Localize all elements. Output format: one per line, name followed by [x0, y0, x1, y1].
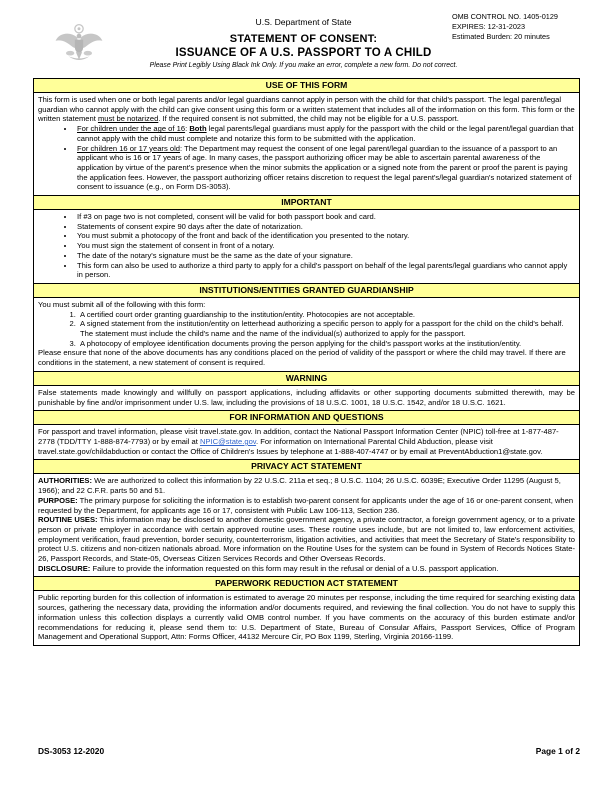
section-body-information [33, 424, 580, 460]
omb-expiration: EXPIRES: 12-31-2023 [452, 22, 526, 31]
agency-name: U.S. Department of State [255, 17, 352, 27]
warning-text: False statements made knowingly and willfully on passport applications, including affidavits or other supporting documents submitted therewith, may be punishable by fine and/or imprisonment under U.S. law, including the provisions of 18 U.S.C. 1001, 18 U.S.C. 1542, and/or 18 U.S.C. 1621. [38, 387, 575, 407]
section-body-warning [33, 385, 580, 411]
privacy-purpose: PURPOSE: The primary purpose for soliciting the information is to establish two-parent consent for applicants under the age of 16 or one-parent consent, when requested by the Department, for applicants age 16 or 17, consistent with Public Law 106-113, Section 236. [38, 495, 574, 515]
omb-control-number: OMB CONTROL NO. 1405-0129 [452, 12, 558, 21]
section-header-important: IMPORTANT [33, 195, 580, 210]
form-sections [33, 78, 580, 646]
section-body-institutions [33, 297, 580, 372]
form-number: DS-3053 12-2020 [38, 746, 105, 756]
list-item: • For children under the age of 16: Both legal parents/legal guardians must apply for the passport with the child or the legal parent/legal guardian that cannot apply with the child must complete and notarize this form to be submitted with the application. [75, 124, 575, 143]
important-bullet-list [38, 212, 575, 280]
section-header-institutions: INSTITUTIONS/ENTITIES GRANTED GUARDIANSHIP [33, 283, 580, 298]
list-item: 2. A signed statement from the institution/entity on letterhead authorizing a specific person to apply for a passport for the child on the child's behalf. The statement must include the child's name and the name of the individual(s) authorized to apply for the passport. [78, 319, 575, 338]
section-header-paperwork: PAPERWORK REDUCTION ACT STATEMENT [33, 576, 580, 591]
section-header-information: FOR INFORMATION AND QUESTIONS [33, 410, 580, 425]
institutions-numbered-list [38, 310, 575, 349]
section-warning [33, 371, 580, 411]
section-body-privacy-act [33, 473, 580, 577]
print-instruction-note: Please Print Legibly Using Black Ink Only. If you make an error, complete a new form. Do not correct. [149, 62, 458, 69]
list-item: • The date of the notary's signature must be the same as the date of your signature. [75, 251, 575, 261]
list-item: • You must submit a photocopy of the front and back of the identification you presented to the notary. [75, 231, 575, 241]
section-paperwork-reduction [33, 576, 580, 646]
page-number: Page 1 of 2 [535, 746, 580, 756]
section-header-warning: WARNING [33, 371, 580, 386]
list-item: • You must sign the statement of consent in front of a notary. [75, 241, 575, 251]
form-title-line1: STATEMENT OF CONSENT: [229, 33, 378, 45]
npic-email-link[interactable]: NPIC@state.gov [199, 436, 257, 446]
section-important [33, 195, 580, 284]
section-body-important [33, 209, 580, 284]
section-institutions-guardianship [33, 283, 580, 372]
institutions-intro: You must submit all of the following with this form: [38, 299, 206, 309]
privacy-disclosure: DISCLOSURE: Failure to provide the information requested on this form may result in the refusal or denial of a U.S. passport application. [38, 563, 499, 573]
institutions-outro: Please ensure that none of the above documents has any conditions placed on the period of validity of the passport or where the child may travel. If there are conditions in the statement, a new statement of consent is required. [38, 348, 566, 368]
section-information-questions [33, 410, 580, 460]
information-text: For passport and travel information, please visit travel.state.gov. In addition, contact the National Passport Information Center (NPIC) toll-free at 1-877-487-2778 (TDD/TTY 1-888-874-7793) or by email at NPIC@state.gov. For information on International Parental Child Abduction, please visit travel.state.gov/childabduction or contact the Office of Children's Issues by telephone at 1-888-407-4747 or by email at PreventAbduction1@state.gov. [38, 427, 559, 456]
list-item: • For children 16 or 17 years old: The Department may request the consent of one legal parent/legal guardian to the issuance of a passport to an applicant who is 16 or 17 years of age. In many cases, the passport authorizing officer may be able to ascertain parental awareness of the application by virtue of the parent's presence when the minor submits the application or a signed note from the parent or proof the parent is paying the application fees. However, the passport authorizing officer retains discretion to request the legal parent's/legal guardian's notarized statement of consent to issuance (e.g., on Form DS-3053). [75, 144, 575, 193]
form-title-line2: ISSUANCE OF A U.S. PASSPORT TO A CHILD [175, 47, 432, 59]
privacy-authorities: AUTHORITIES: We are authorized to collect this information by 22 U.S.C. 211a et seq.; 8 U.S.C. 1104; 26 U.S.C. 6039E; Executive Order 11295 (August 5, 1966); and 22 C.F.R. parts 50 and 51. [38, 476, 561, 496]
list-item: • Statements of consent expire 90 days after the date of notarization. [75, 222, 575, 232]
great-seal-icon [53, 22, 105, 74]
list-item: • This form can also be used to authorize a third party to apply for a child's passport on behalf of the legal parents/legal guardians who cannot apply in person. [75, 261, 575, 280]
list-item: 3. A photocopy of employee identification documents proving the person applying for the child's passport works at the institution/entity. [78, 339, 575, 349]
use-of-form-intro: This form is used when one or both legal parents and/or legal guardians cannot apply in person with the child for that child's passport. The legal parent/legal guardian who cannot apply with the child can give consent using this form or a written statement that includes all of the information on this form. This form or the written statement must be notarized. If the required consent is not submitted, the child may not be eligible for a U.S. passport. [38, 95, 575, 124]
omb-info-block [452, 12, 558, 42]
section-use-of-form [33, 78, 580, 196]
paperwork-text: Public reporting burden for this collection of information is estimated to average 20 minutes per response, including the time required for searching existing data sources, gathering the necessary data, providing the information and/or documents required, and reviewing the final collection. You do not have to supply this information unless this collection displays a currently valid OMB control number. If you have comments on the accuracy of this burden estimate and/or recommendations for reducing it, please send them to: U.S. Department of State, Bureau of Consular Affairs, Passport Services, Office of Program Management and Operational Support, Attn: Forms Officer, 44132 Mercure Cir, PO Box 1199, Sterling, Virginia 20166-1199. [38, 593, 575, 642]
omb-estimated-burden: Estimated Burden: 20 minutes [452, 32, 550, 41]
list-item: 1. A certified court order granting guardianship to the institution/entity. Photocopies are not acceptable. [78, 310, 575, 320]
page-footer [38, 746, 580, 756]
privacy-routine-uses: ROUTINE USES: This information may be disclosed to another domestic government agency, a private contractor, a foreign government agency, or to a private person or private employer in accordance with certain approved routine uses. These routine uses include, but are not limited to, law enforcement activities, employment verification, fraud prevention, border security, counterterrorism, litigation activities, and activities that meet the Secretary of State's responsibility to protect U.S. citizens and non-citizen nationals abroad. More information on the Routine Uses for the system can be found in System of Records Notices State-26, Passport Records, and State-05, Overseas Citizen Services Records and Other Overseas Records. [38, 515, 575, 564]
section-privacy-act [33, 459, 580, 577]
section-body-use-of-form [33, 92, 580, 196]
list-item: • If #3 on page two is not completed, consent will be valid for both passport book and card. [75, 212, 575, 222]
use-of-form-bullet-list [38, 124, 575, 192]
section-body-paperwork [33, 590, 580, 646]
section-header-privacy-act: PRIVACY ACT STATEMENT [33, 459, 580, 474]
section-header-use-of-form: USE OF THIS FORM [33, 78, 580, 93]
